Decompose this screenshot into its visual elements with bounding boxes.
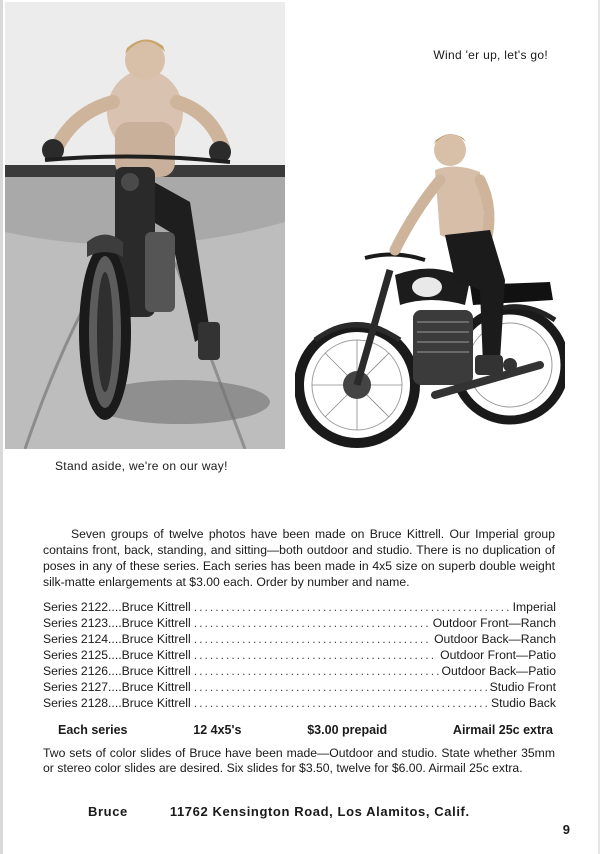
series-type: Outdoor Back—Patio xyxy=(441,664,556,678)
leader-dots xyxy=(194,663,439,679)
airmail-note: Airmail 25c extra xyxy=(452,723,553,737)
series-name: Kittrell xyxy=(156,600,191,614)
price: $3.00 prepaid xyxy=(307,723,388,737)
series-name: Kittrell xyxy=(156,664,191,678)
address-street: 11762 Kensington Road, Los Alamitos, Calif. xyxy=(169,804,470,819)
each-series-label: Each series xyxy=(58,723,128,737)
series-name: Kittrell xyxy=(156,632,191,646)
series-type: Outdoor Front—Ranch xyxy=(432,616,556,630)
series-type: Imperial xyxy=(512,600,556,614)
photo-rider-front xyxy=(5,2,285,449)
caption-wind-er-up: Wind 'er up, let's go! xyxy=(433,48,548,62)
leader-dots xyxy=(194,695,488,711)
series-name: Kittrell xyxy=(156,648,191,662)
photo-rider-front-image xyxy=(5,2,285,449)
series-row-2126 xyxy=(43,663,556,679)
series-label: Series 2123....Bruce xyxy=(43,616,154,630)
series-label: Series 2125....Bruce xyxy=(43,648,154,662)
series-type: Studio Back xyxy=(490,696,556,710)
series-label: Series 2124....Bruce xyxy=(43,632,154,646)
intro-paragraph: Seven groups of twelve photos have been made on Bruce Kittrell. Our Imperial group contains front, back, standing, and sitting—both outdoor and studio. There is no duplication of poses in any of these series. Each series has been made in 4x5 size on superb double weight silk-matte enlargements at $3.00 each. Order by number and name. xyxy=(43,527,555,589)
series-list xyxy=(43,599,556,711)
series-row-2127 xyxy=(43,679,556,695)
page-number: 9 xyxy=(562,822,570,837)
series-type: Outdoor Back—Ranch xyxy=(434,632,556,646)
series-row-2123 xyxy=(43,615,556,631)
mailing-address xyxy=(88,804,538,819)
series-label: Series 2122....Bruce xyxy=(43,600,154,614)
address-name: Bruce xyxy=(88,804,128,819)
photo-count: 12 4x5's xyxy=(193,723,242,737)
leader-dots xyxy=(194,631,431,647)
photo-rider-side-image xyxy=(295,110,565,460)
leader-dots xyxy=(194,679,487,695)
series-row-2122 xyxy=(43,599,556,615)
leader-dots xyxy=(194,647,437,663)
series-type: Outdoor Front—Patio xyxy=(440,648,556,662)
series-label: Series 2126....Bruce xyxy=(43,664,154,678)
leader-dots xyxy=(194,599,510,615)
leader-dots xyxy=(194,615,430,631)
series-row-2128 xyxy=(43,695,556,711)
pricing-line xyxy=(58,723,553,737)
series-label: Series 2128....Bruce xyxy=(43,696,154,710)
series-label: Series 2127....Bruce xyxy=(43,680,154,694)
series-row-2125 xyxy=(43,647,556,663)
slides-paragraph: Two sets of color slides of Bruce have been made—Outdoor and studio. State whether 35mm or stereo color slides are desired. Six slides for $3.50, twelve for $6.00. Airmail 25c extra. xyxy=(43,746,555,775)
series-name: Kittrell xyxy=(156,696,191,710)
series-type: Studio Front xyxy=(489,680,556,694)
series-name: Kittrell xyxy=(156,680,191,694)
photo-rider-side xyxy=(295,110,565,460)
series-row-2124 xyxy=(43,631,556,647)
series-name: Kittrell xyxy=(156,616,191,630)
caption-stand-aside: Stand aside, we're on our way! xyxy=(55,459,228,473)
